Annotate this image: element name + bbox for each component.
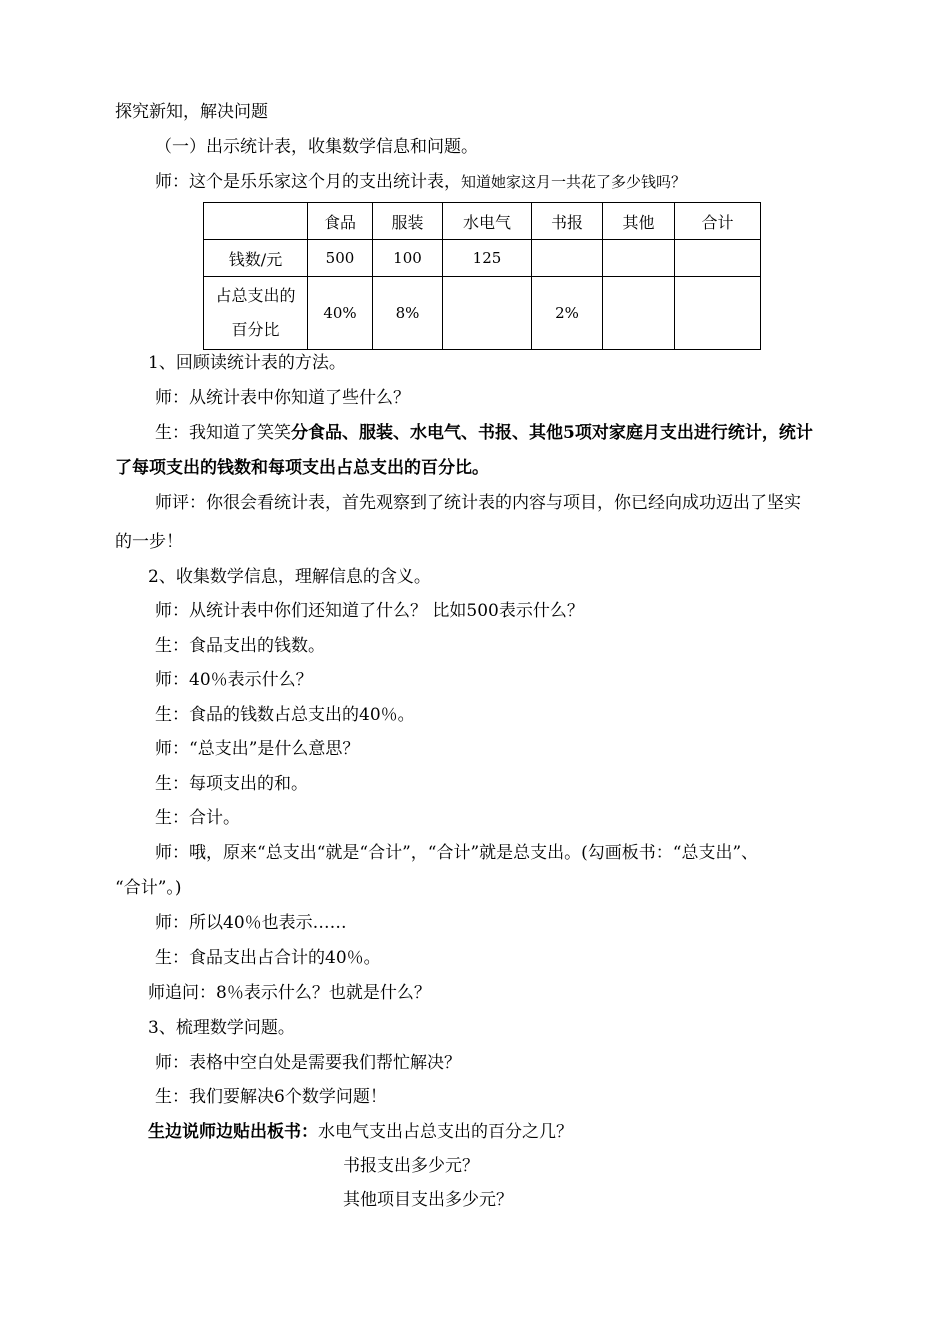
teacher-evaluation: 师评：你很会看统计表，首先观察到了统计表的内容与项目，你已经向成功迈出了坚实: [155, 493, 801, 513]
board-item-3: 其他项目支出多少元？: [343, 1190, 513, 1210]
table-row-label: 钱数/元: [204, 240, 308, 277]
teacher-question-2: 师：从统计表中你知道了些什么？: [155, 388, 410, 408]
teacher-followup: 师追问：8％表示什么？也就是什么？: [148, 983, 431, 1003]
table-row-label-line1: 占总支出的: [215, 286, 296, 305]
table-header-cell: 其他: [603, 203, 675, 240]
step-1: 1、回顾读统计表的方法。: [148, 353, 346, 373]
table-cell: 40%: [308, 277, 373, 350]
table-header-cell: 水电气: [443, 203, 532, 240]
step-3: 3、梳理数学问题。: [148, 1018, 295, 1038]
student-answer-1-cont: 了每项支出的钱数和每项支出占总支出的百分比。: [115, 458, 489, 478]
table-header-cell: [204, 203, 308, 240]
student-answer-6: 生：食品支出占合计的40％。: [155, 948, 381, 968]
table-cell: 100: [373, 240, 443, 277]
student-answer-7: 生：我们要解决6个数学问题！: [155, 1087, 387, 1107]
table-cell: [603, 240, 675, 277]
teacher-statement-6: 师：哦，原来“总支出“就是“合计”，“合计”就是总支出。(勾画板书：“总支出”、: [155, 843, 759, 863]
table-header-cell: 食品: [308, 203, 373, 240]
table-row-money: [204, 240, 761, 277]
student-answer-4: 生：每项支出的和。: [155, 774, 308, 794]
teacher-evaluation-cont: 的一步！: [115, 532, 183, 552]
table-cell: 125: [443, 240, 532, 277]
table-cell: [603, 277, 675, 350]
table-row-label-line2: 百分比: [231, 320, 280, 339]
student-answer-1-normal: 生：我知道了笑笑: [155, 423, 291, 443]
student-answer-5: 生：合计。: [155, 808, 240, 828]
table-cell: 8%: [373, 277, 443, 350]
board-item-1: 水电气支出占总支出的百分之几？: [318, 1122, 573, 1142]
table-row-label: [204, 277, 308, 350]
student-answer-1: [155, 422, 813, 444]
expense-table: [203, 202, 761, 350]
student-answer-2: 生：食品支出的钱数。: [155, 636, 325, 656]
table-row-percent: [204, 277, 761, 350]
teacher-question-7: 师：所以40％也表示……: [155, 913, 347, 933]
table-cell: [532, 240, 603, 277]
table-header-cell: 服装: [373, 203, 443, 240]
board-writing-label: 生边说师边贴出板书：: [148, 1122, 318, 1142]
teacher-question-3: 师：从统计表中你们还知道了什么？ 比如500表示什么？: [155, 601, 584, 621]
teacher-question-1-main: 师：这个是乐乐家这个月的支出统计表，: [155, 172, 461, 192]
teacher-question-1: [155, 171, 686, 193]
table-header-row: [204, 203, 761, 240]
board-item-2: 书报支出多少元？: [343, 1156, 479, 1176]
table-header-cell: 书报: [532, 203, 603, 240]
table-cell: 500: [308, 240, 373, 277]
table-header-cell: 合计: [675, 203, 761, 240]
table-cell: [675, 240, 761, 277]
table-cell: 2%: [532, 277, 603, 350]
section-heading: 探究新知，解决问题: [115, 102, 268, 122]
board-writing: [148, 1121, 573, 1143]
teacher-question-5: 师：“总支出”是什么意思？: [155, 739, 360, 759]
student-answer-3: 生：食品的钱数占总支出的40％。: [155, 705, 415, 725]
table-cell: [443, 277, 532, 350]
teacher-statement-6-cont: “合计”。): [115, 878, 182, 898]
step-2: 2、收集数学信息，理解信息的含义。: [148, 567, 431, 587]
table-cell: [675, 277, 761, 350]
teacher-question-9: 师：表格中空白处是需要我们帮忙解决？: [155, 1053, 461, 1073]
subsection-title: （一）出示统计表，收集数学信息和问题。: [155, 137, 478, 157]
teacher-question-4: 师：40％表示什么？: [155, 670, 313, 690]
student-answer-1-bold: 分食品、服装、水电气、书报、其他5项对家庭月支出进行统计，统计: [291, 423, 813, 443]
teacher-question-1-small: 知道她家这月一共花了多少钱吗？: [461, 173, 687, 191]
